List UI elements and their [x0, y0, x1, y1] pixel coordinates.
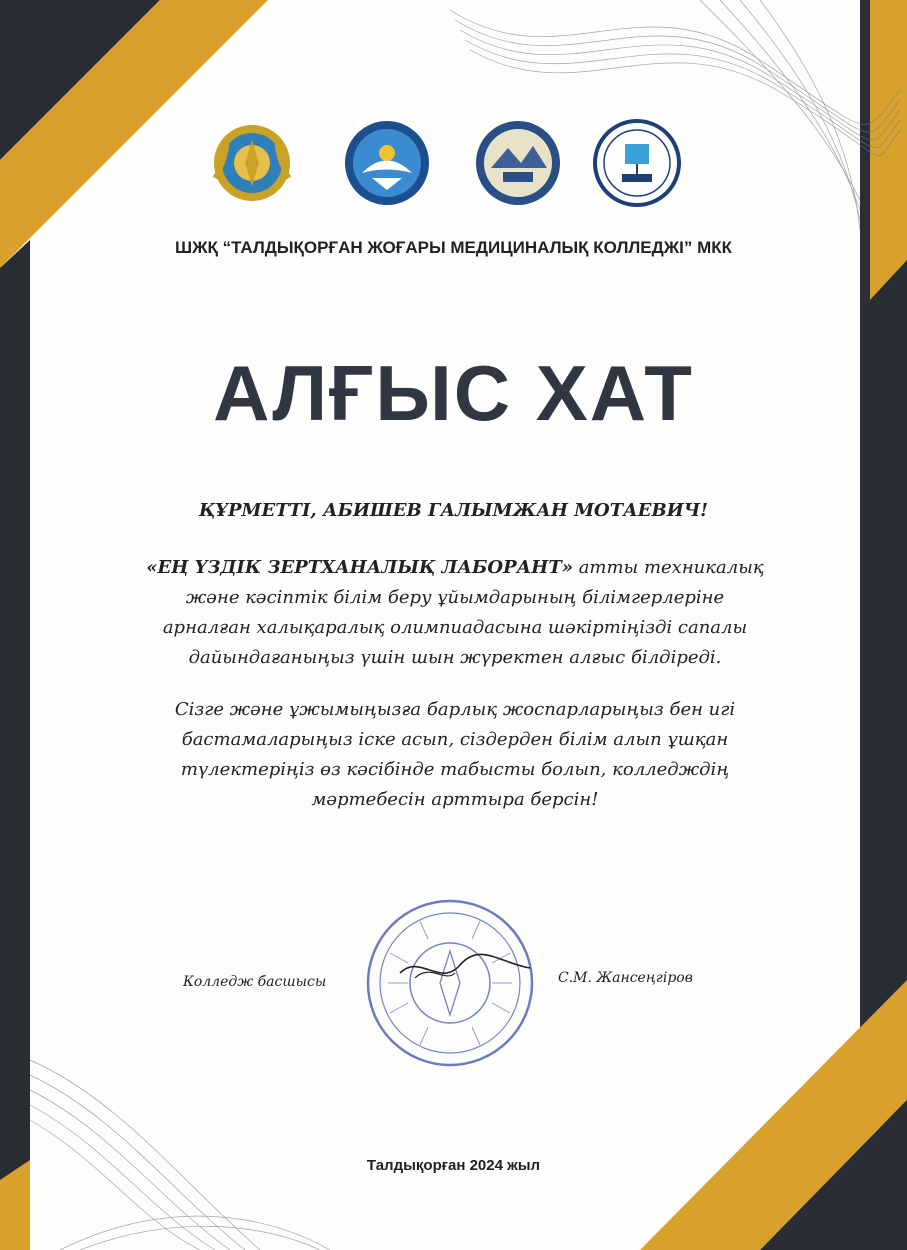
- organization-name: ШЖҚ “ТАЛДЫҚОРҒАН ЖОҒАРЫ МЕДИЦИНАЛЫҚ КОЛЛЕДЖІ” МКК: [175, 238, 732, 257]
- paragraph-line: дайындағаныңыз үшін шын жүректен алғыс білдіреді.: [188, 647, 722, 668]
- signatory-name: С.М. Жансеңгіров: [558, 970, 693, 986]
- paragraph-line: Сізге және ұжымыңызға барлық жоспарларыңыз бен игі: [174, 699, 736, 720]
- wishes-paragraph: [110, 695, 800, 815]
- paragraph-line: және кәсіптік білім беру ұйымдарының білімгерлеріне: [185, 587, 725, 608]
- paragraph-line: «ЕҢ ҮЗДІК ЗЕРТХАНАЛЫҚ ЛАБОРАНТ» атты техникалық: [146, 557, 764, 578]
- place-and-year: Талдықорған 2024 жыл: [366, 1157, 541, 1174]
- greeting: ҚҰРМЕТТІ, АБИШЕВ ГАЛЫМЖАН МОТАЕВИЧ!: [198, 500, 709, 521]
- paragraph-line: арналған халықаралық олимпиадасына шәкіртіңізді сапалы: [162, 617, 748, 638]
- paragraph-line: түлектеріңіз өз кәсібінде табысты болып, колледждің: [180, 759, 730, 780]
- logo-row: [0, 118, 907, 218]
- signatory-title: Колледж басшысы: [183, 974, 327, 990]
- paragraph-line: мәртебесін арттыра берсін!: [311, 789, 599, 810]
- paragraph-line: бастамаларыңыз іске асып, сіздерден білім алып ұшқан: [181, 729, 729, 750]
- official-stamp-icon: [360, 893, 540, 1073]
- document-title: АЛҒЫС ХАТ: [213, 349, 694, 437]
- college-logo-icon: [592, 118, 682, 208]
- kazakhstan-emblem-icon: [207, 118, 297, 208]
- university-logo-icon: [473, 118, 563, 208]
- gratitude-paragraph: [110, 553, 800, 673]
- kyrgyz-emblem-icon: [342, 118, 432, 208]
